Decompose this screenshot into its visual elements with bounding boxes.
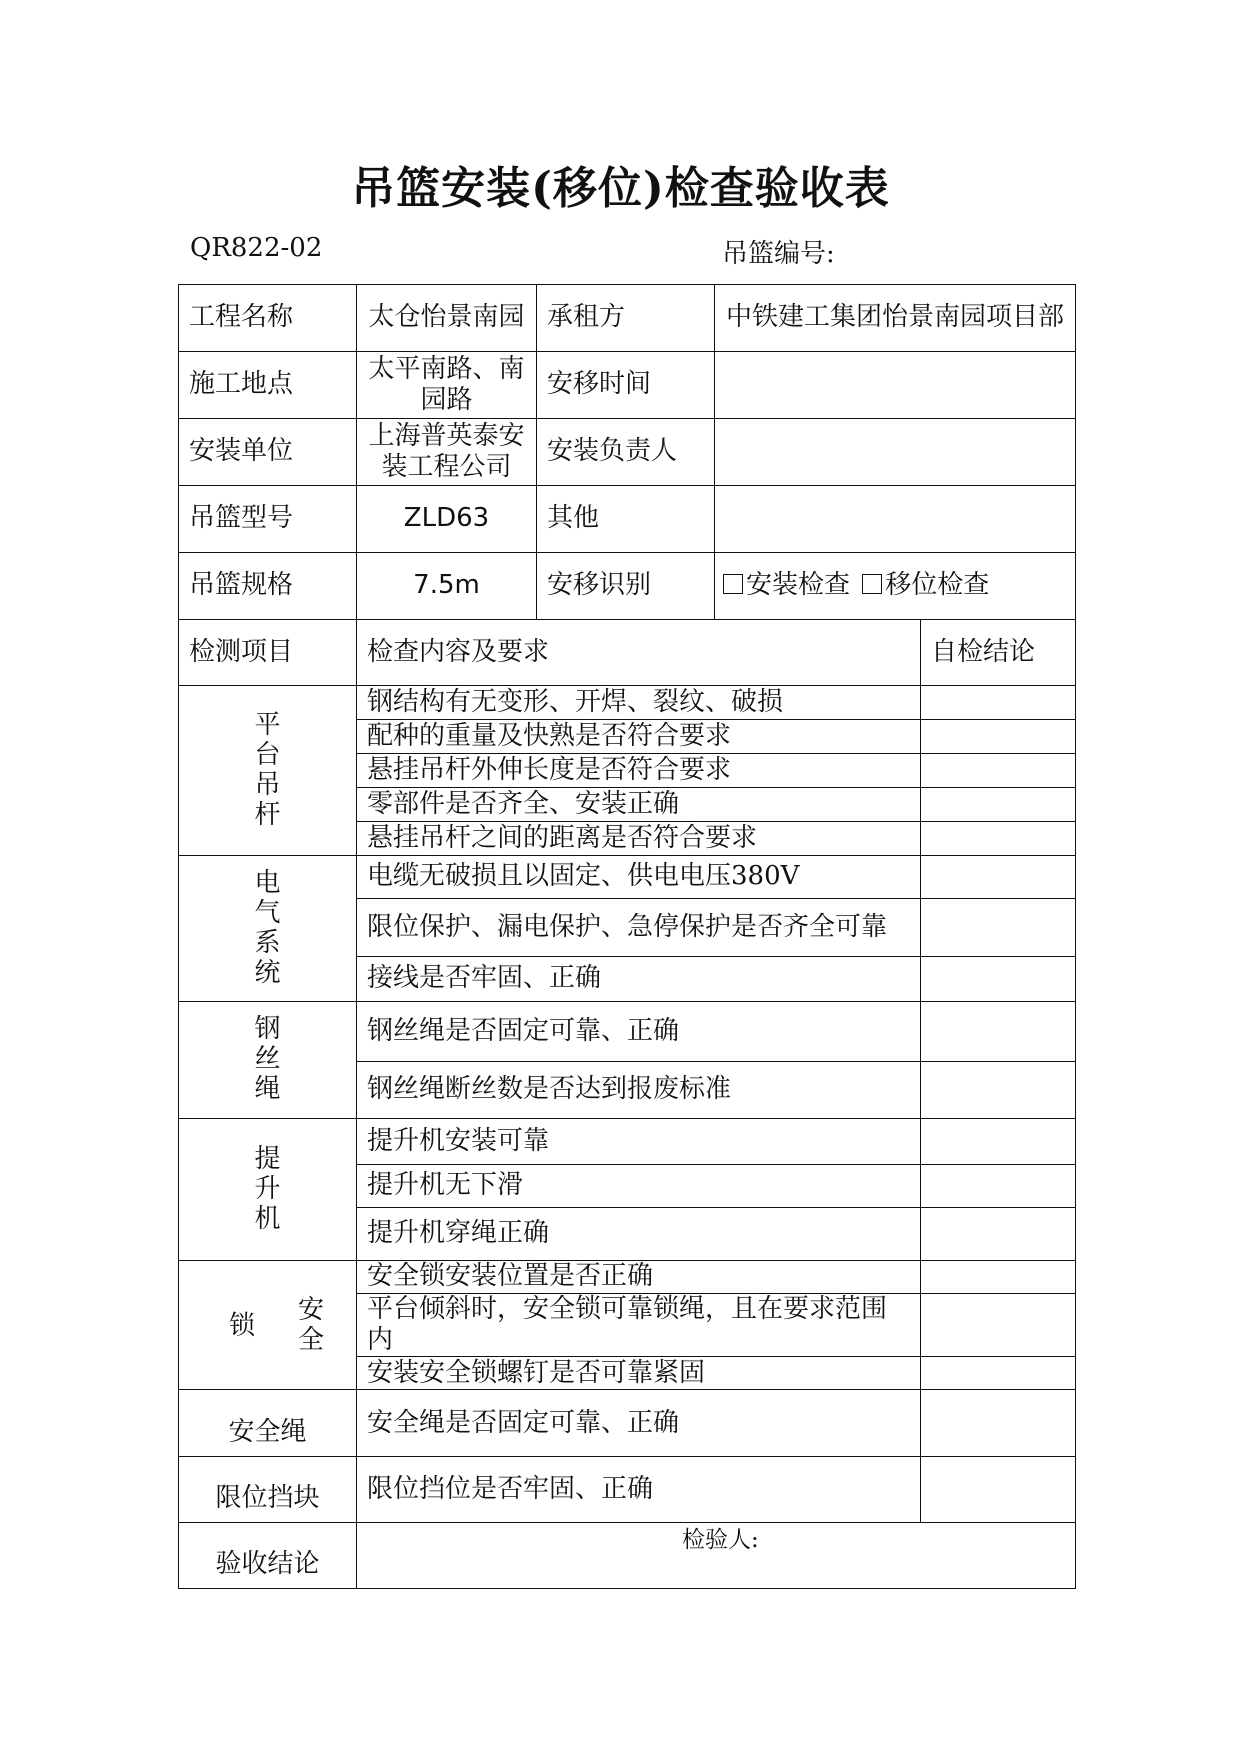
check-item: 接线是否牢固、正确 bbox=[357, 957, 921, 1002]
group-platform-boom: 平台吊杆 bbox=[179, 686, 357, 856]
result-cell[interactable] bbox=[921, 1062, 1076, 1119]
group-hoist: 提升机 bbox=[179, 1119, 357, 1261]
check-item: 悬挂吊杆之间的距离是否符合要求 bbox=[357, 822, 921, 856]
lessee-value: 中铁建工集团怡景南园项目部 bbox=[715, 285, 1076, 352]
group-safety-lock bbox=[179, 1261, 357, 1390]
result-cell[interactable] bbox=[921, 1390, 1076, 1457]
result-cell[interactable] bbox=[921, 720, 1076, 754]
checkbox-icon[interactable] bbox=[723, 574, 743, 594]
model-label: 吊篮型号 bbox=[179, 486, 357, 553]
check-item: 安全绳是否固定可靠、正确 bbox=[357, 1390, 921, 1457]
lessee-label: 承租方 bbox=[537, 285, 715, 352]
spec-value: 7.5m bbox=[357, 553, 537, 620]
result-cell[interactable] bbox=[921, 1357, 1076, 1390]
install-check-option[interactable] bbox=[719, 570, 850, 601]
check-item: 钢丝绳断丝数是否达到报废标准 bbox=[357, 1062, 921, 1119]
table-row bbox=[179, 1002, 1076, 1062]
result-cell[interactable] bbox=[921, 822, 1076, 856]
result-cell[interactable] bbox=[921, 1002, 1076, 1062]
info-row-install-unit bbox=[179, 419, 1076, 486]
check-item: 提升机无下滑 bbox=[357, 1165, 921, 1208]
info-row-spec bbox=[179, 553, 1076, 620]
table-row bbox=[179, 686, 1076, 720]
result-cell[interactable] bbox=[921, 856, 1076, 899]
check-item: 安装安全锁螺钉是否可靠紧固 bbox=[357, 1357, 921, 1390]
info-row-site bbox=[179, 352, 1076, 419]
header-item: 检测项目 bbox=[179, 620, 357, 686]
spec-label: 吊篮规格 bbox=[179, 553, 357, 620]
install-unit-label: 安装单位 bbox=[179, 419, 357, 486]
project-name-label: 工程名称 bbox=[179, 285, 357, 352]
other-label: 其他 bbox=[537, 486, 715, 553]
safety-lock-char-a: 锁 bbox=[229, 1311, 256, 1342]
check-item: 钢结构有无变形、开焊、裂纹、破损 bbox=[357, 686, 921, 720]
result-cell[interactable] bbox=[921, 788, 1076, 822]
check-item: 平台倾斜时，安全锁可靠锁绳，且在要求范围内 bbox=[357, 1294, 921, 1357]
result-cell[interactable] bbox=[921, 1261, 1076, 1294]
check-item: 钢丝绳是否固定可靠、正确 bbox=[357, 1002, 921, 1062]
site-value: 太平南路、南园路 bbox=[357, 352, 537, 419]
identify-label: 安移识别 bbox=[537, 553, 715, 620]
check-item: 安全锁安装位置是否正确 bbox=[357, 1261, 921, 1294]
header-content: 检查内容及要求 bbox=[357, 620, 921, 686]
move-time-label: 安移时间 bbox=[537, 352, 715, 419]
form-code: QR822-02 bbox=[190, 233, 323, 263]
group-electrical: 电气系统 bbox=[179, 856, 357, 1002]
move-check-option[interactable] bbox=[858, 570, 989, 601]
table-row bbox=[179, 1457, 1076, 1523]
install-lead-label: 安装负责人 bbox=[537, 419, 715, 486]
install-check-label: 安装检查 bbox=[746, 570, 851, 601]
result-cell[interactable] bbox=[921, 1208, 1076, 1261]
move-time-value[interactable] bbox=[715, 352, 1076, 419]
group-limit-stop: 限位挡块 bbox=[179, 1457, 357, 1523]
form-title: 吊篮安装(移位)检查验收表 bbox=[351, 163, 890, 214]
other-value[interactable] bbox=[715, 486, 1076, 553]
check-item: 零部件是否齐全、安装正确 bbox=[357, 788, 921, 822]
table-row bbox=[179, 1119, 1076, 1165]
info-row-model bbox=[179, 486, 1076, 553]
table-row bbox=[179, 1261, 1076, 1294]
install-unit-value: 上海普英泰安装工程公司 bbox=[357, 419, 537, 486]
check-item: 配种的重量及快熟是否符合要求 bbox=[357, 720, 921, 754]
inspector-field[interactable] bbox=[357, 1523, 1076, 1589]
result-cell[interactable] bbox=[921, 686, 1076, 720]
move-check-label: 移位检查 bbox=[885, 570, 990, 601]
check-item: 限位挡位是否牢固、正确 bbox=[357, 1457, 921, 1523]
check-item: 电缆无破损且以固定、供电电压380V bbox=[357, 856, 921, 899]
checkbox-icon[interactable] bbox=[862, 574, 882, 594]
result-cell[interactable] bbox=[921, 1457, 1076, 1523]
check-item: 悬挂吊杆外伸长度是否符合要求 bbox=[357, 754, 921, 788]
conclusion-row bbox=[179, 1523, 1076, 1589]
inspection-table bbox=[178, 284, 1076, 1589]
result-cell[interactable] bbox=[921, 957, 1076, 1002]
result-cell[interactable] bbox=[921, 899, 1076, 957]
group-wire-rope: 钢丝绳 bbox=[179, 1002, 357, 1119]
safety-lock-char-b: 安全 bbox=[297, 1295, 324, 1356]
model-value: ZLD63 bbox=[357, 486, 537, 553]
site-label: 施工地点 bbox=[179, 352, 357, 419]
identify-options bbox=[715, 553, 1076, 620]
install-lead-value[interactable] bbox=[715, 419, 1076, 486]
check-item: 限位保护、漏电保护、急停保护是否齐全可靠 bbox=[357, 899, 921, 957]
result-cell[interactable] bbox=[921, 1294, 1076, 1357]
inspector-label: 检验人: bbox=[682, 1527, 759, 1554]
basket-number-label: 吊篮编号: bbox=[722, 239, 835, 269]
result-cell[interactable] bbox=[921, 1119, 1076, 1165]
project-name-value: 太仓怡景南园 bbox=[357, 285, 537, 352]
group-safety-rope: 安全绳 bbox=[179, 1390, 357, 1457]
check-item: 提升机穿绳正确 bbox=[357, 1208, 921, 1261]
header-result: 自检结论 bbox=[921, 620, 1076, 686]
table-header-row bbox=[179, 620, 1076, 686]
result-cell[interactable] bbox=[921, 1165, 1076, 1208]
result-cell[interactable] bbox=[921, 754, 1076, 788]
check-item: 提升机安装可靠 bbox=[357, 1119, 921, 1165]
table-row bbox=[179, 1390, 1076, 1457]
info-row-project bbox=[179, 285, 1076, 352]
table-row bbox=[179, 856, 1076, 899]
conclusion-label: 验收结论 bbox=[179, 1523, 357, 1589]
